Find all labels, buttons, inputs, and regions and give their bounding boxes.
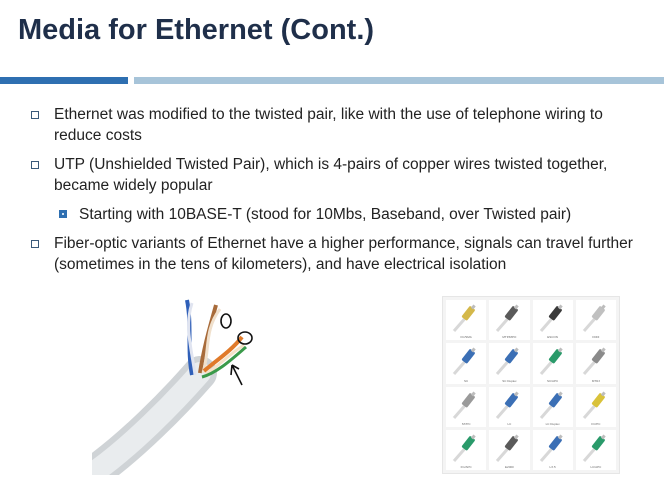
fiber-connector-label: E2000 — [505, 465, 514, 469]
fiber-connector-label: ESCON — [547, 335, 558, 340]
bullet-marker-icon — [31, 111, 39, 119]
fiber-connector-label: SC Duplex — [502, 378, 517, 383]
fiber-connector-tile — [576, 387, 616, 427]
bullet-marker-icon — [31, 240, 39, 248]
fiber-connector-icon — [580, 433, 614, 463]
fiber-connector-label: SC — [464, 378, 469, 383]
fiber-connector-label: SC/APC — [547, 378, 559, 383]
fiber-connector-icon — [537, 390, 571, 420]
fiber-connector-tile — [489, 430, 529, 470]
fiber-connector-tile — [576, 343, 616, 383]
fiber-connector-tile — [446, 343, 486, 383]
fiber-connector-label: LX.5 — [549, 465, 556, 469]
bullet-item — [54, 233, 654, 275]
sub-bullet-marker-icon — [59, 210, 67, 218]
fiber-connector-label: FC/SMA — [460, 335, 472, 340]
fiber-connector-icon — [493, 346, 527, 376]
slide-title: Media for Ethernet (Cont.) — [18, 14, 375, 46]
fiber-connector-icon — [450, 390, 484, 420]
fiber-connector-tile — [446, 430, 486, 470]
title-underline-light — [134, 77, 664, 84]
fiber-connector-tile — [576, 300, 616, 340]
title-underline-dark — [0, 77, 128, 84]
sub-bullet-item — [79, 204, 659, 225]
fiber-connector-tile — [489, 300, 529, 340]
fiber-connector-icon — [537, 303, 571, 333]
fiber-connector-tile — [533, 300, 573, 340]
fiber-connector-tile — [489, 387, 529, 427]
bullet-item — [54, 104, 654, 146]
fiber-connector-icon — [580, 303, 614, 333]
fiber-connector-tile — [489, 343, 529, 383]
fiber-connector-icon — [450, 346, 484, 376]
fiber-connector-label: LC Duplex — [545, 421, 560, 426]
fiber-connector-label: FDDI — [592, 335, 600, 340]
fiber-connector-icon — [493, 303, 527, 333]
fiber-connector-tile — [446, 300, 486, 340]
bullet-text: UTP (Unshielded Twisted Pair), which is 4-pairs of copper wires twisted together, became widely popular — [54, 156, 608, 194]
fiber-connector-icon — [580, 390, 614, 420]
fiber-connector-label: LC/APC — [590, 465, 602, 469]
fiber-connector-label: MTRJ — [591, 378, 600, 383]
fiber-connector-icon — [493, 390, 527, 420]
bullet-marker-icon — [31, 161, 39, 169]
fiber-connector-label: FC/APC — [460, 465, 472, 469]
fiber-connector-icon — [537, 346, 571, 376]
fiber-connector-tile — [533, 430, 573, 470]
fiber-connector-icon — [493, 433, 527, 463]
fiber-connector-tile — [533, 387, 573, 427]
fiber-connector-tile — [533, 343, 573, 383]
fiber-connector-grid — [442, 296, 620, 474]
bullet-text: Fiber-optic variants of Ethernet have a higher performance, signals can travel further (sometimes in the tens of kilometers), and have electrical isolation — [54, 235, 633, 273]
bullet-text: Ethernet was modified to the twisted pair, like with the use of telephone wiring to reduce costs — [54, 106, 603, 144]
fiber-connector-label: MTP/MPO — [502, 335, 517, 340]
fiber-connector-label: FC/PC — [591, 421, 601, 426]
fiber-connector-label: ST/PC — [461, 421, 471, 426]
utp-cable-image — [92, 295, 272, 475]
fiber-connector-icon — [580, 346, 614, 376]
fiber-connector-icon — [537, 433, 571, 463]
fiber-connector-tile — [446, 387, 486, 427]
fiber-connector-tile — [576, 430, 616, 470]
fiber-connector-label: LC — [507, 421, 512, 426]
sub-bullet-text: Starting with 10BASE-T (stood for 10Mbs, Baseband, over Twisted pair) — [79, 206, 572, 223]
fiber-connector-icon — [450, 303, 484, 333]
fiber-connector-icon — [450, 433, 484, 463]
bullet-item — [54, 154, 654, 196]
